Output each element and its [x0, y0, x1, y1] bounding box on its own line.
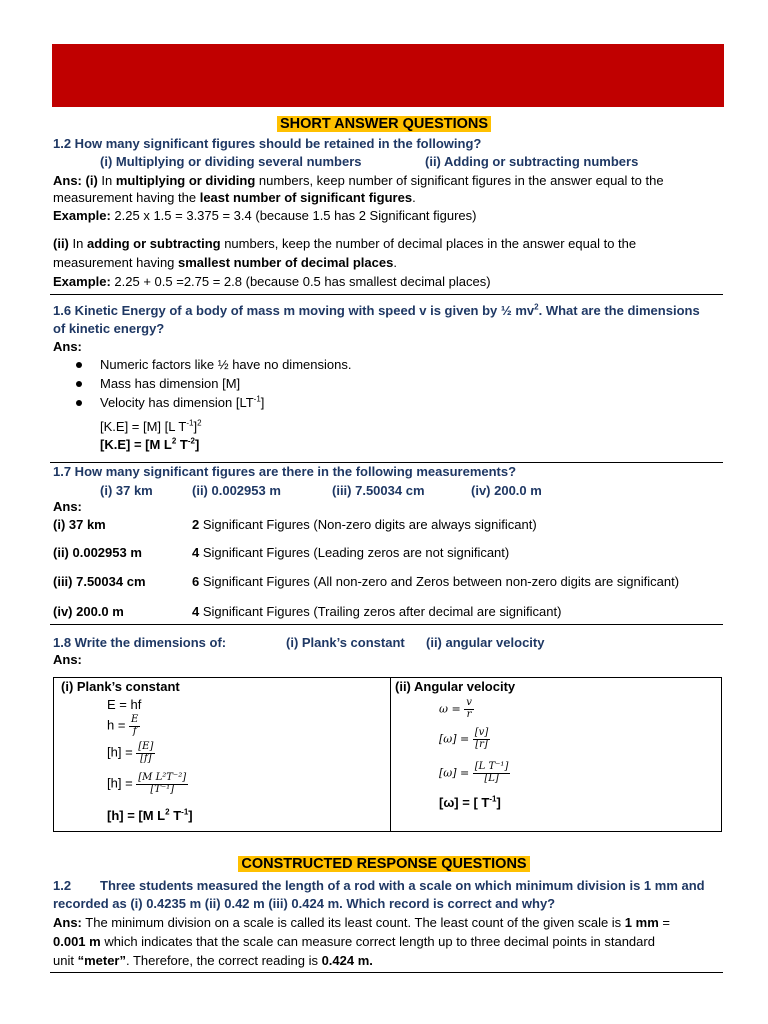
- section-title: [0, 856, 768, 872]
- answer-para-2: (ii) In adding or subtracting numbers, keep the number of decimal places in the answer equal to the: [53, 236, 637, 251]
- ke-equation-1: [K.E] = [M] [L $T^{-1}]^2$: [100, 418, 202, 434]
- ans-label: Ans:: [53, 339, 82, 354]
- answer-line3: unit “meter”. Therefore, the correct reading is 0.424 m.: [53, 953, 373, 968]
- option: (iii) 7.50034 cm: [332, 483, 425, 498]
- answer-para-1-line2: measurement having the least number of significant figures.: [53, 190, 416, 205]
- option-ii: (ii) angular velocity: [426, 635, 545, 650]
- bullet-icon: [76, 400, 82, 406]
- plank-cell: [54, 678, 391, 832]
- example-2: Example: 2.25 + 0.5 =2.75 = 2.8 (because 0.5 has smallest decimal places): [53, 274, 491, 289]
- eq: [ω] = $\frac{[v]}{[r]}$: [439, 727, 489, 750]
- result: [ω] = [ $T^{-1}$]: [439, 794, 501, 810]
- divider: [50, 972, 723, 973]
- row-label: (ii) 0.002953 m: [53, 545, 142, 560]
- question-1-7: 1.7 How many significant figures are there in the following measurements?: [53, 464, 517, 479]
- option-ii: (ii) Adding or subtracting numbers: [425, 154, 639, 169]
- bullet-item: Velocity has dimension $[LT^{-1}]$: [100, 394, 265, 410]
- bullet-icon: [76, 362, 82, 368]
- header-bar: [52, 44, 724, 107]
- cell-title: (i) Plank’s constant: [61, 679, 180, 694]
- bullet-item: Mass has dimension [M]: [100, 376, 241, 391]
- bullet-icon: [76, 381, 82, 387]
- bullet-item: Numeric factors like ½ have no dimensions.: [100, 357, 352, 372]
- row-label: (iv) 200.0 m: [53, 604, 124, 619]
- divider: [50, 462, 723, 463]
- option: (ii) 0.002953 m: [192, 483, 281, 498]
- ans-label: Ans:: [53, 652, 82, 667]
- section-title-text: CONSTRUCTED RESPONSE QUESTIONS: [238, 856, 529, 872]
- row-answer: 2 Significant Figures (Non-zero digits are always significant): [192, 517, 537, 532]
- answer-para-1: Ans: (i) In multiplying or dividing numbers, keep number of significant figures in the answer equal to the: [53, 173, 664, 188]
- answer-line1: Ans: The minimum division on a scale is called its least count. The least count of the given scale is 1 mm =: [53, 915, 670, 930]
- option: (iv) 200.0 m: [471, 483, 542, 498]
- question-1-2-number: 1.2: [53, 878, 72, 893]
- option: (i) 37 km: [100, 483, 153, 498]
- result: [h] = [M $L^2$ $T^{-1}$]: [107, 807, 193, 823]
- answer-line2: 0.001 m which indicates that the scale can measure correct length up to three decimal points in standard: [53, 934, 655, 949]
- divider: [50, 294, 723, 295]
- ans-label: Ans:: [53, 499, 82, 514]
- question-1-2-line2: recorded as (i) 0.4235 m (ii) 0.42 m (iii) 0.424 m. Which record is correct and why?: [53, 896, 556, 911]
- row-label: (i) 37 km: [53, 517, 106, 532]
- option-i: (i) Multiplying or dividing several numbers: [100, 154, 362, 169]
- dimensions-table: [53, 677, 722, 832]
- question-1-8: 1.8 Write the dimensions of:: [53, 635, 227, 650]
- eq: [h] = $\frac{\text{[M L²T⁻²]}}{\text{[T⁻¹]}}$: [107, 772, 187, 795]
- row-label: (iii) 7.50034 cm: [53, 574, 146, 589]
- eq: [h] = $\frac{[E]}{[f]}$: [107, 741, 154, 764]
- example-1: Example: 2.25 x 1.5 = 3.375 = 3.4 (because 1.5 has 2 Significant figures): [53, 208, 477, 223]
- row-answer: 6 Significant Figures (All non-zero and Zeros between non-zero digits are significant): [192, 574, 680, 589]
- eq: ω = $\frac{v}{r}$: [439, 697, 472, 720]
- question-1-2: 1.2 How many significant figures should be retained in the following?: [53, 136, 482, 151]
- eq: [ω] = $\frac{\text{[L T⁻¹]}}{[L]}$: [439, 761, 509, 784]
- row-answer: 4 Significant Figures (Leading zeros are not significant): [192, 545, 510, 560]
- eq: h = $\frac{E}{f}$: [107, 714, 139, 737]
- section-title-text: SHORT ANSWER QUESTIONS: [277, 116, 491, 132]
- question-1-2-line1: Three students measured the length of a rod with a scale on which minimum division is 1 mm and: [100, 878, 705, 893]
- answer-para-2-line2: measurement having smallest number of decimal places.: [53, 255, 397, 270]
- row-answer: 4 Significant Figures (Trailing zeros after decimal are significant): [192, 604, 562, 619]
- eq: E = hf: [107, 697, 142, 712]
- question-1-6: 1.6 Kinetic Energy of a body of mass m moving with speed v is given by ½ $mv^2$. What are the dimensions: [53, 302, 700, 318]
- question-1-6-line2: of kinetic energy?: [53, 321, 165, 336]
- cell-title: (ii) Angular velocity: [395, 679, 516, 694]
- angular-cell: [391, 678, 722, 832]
- section-title: [0, 116, 768, 132]
- divider: [50, 624, 723, 625]
- option-i: (i) Plank’s constant: [286, 635, 405, 650]
- ke-equation-2: [K.E] = [M $L^2$ $T^{-2}$]: [100, 436, 200, 452]
